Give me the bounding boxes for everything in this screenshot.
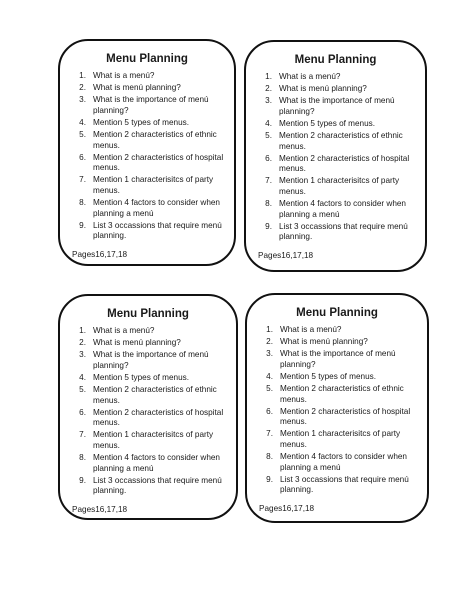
question-item xyxy=(256,199,417,220)
question-text: Mention 4 factors to consider when planning a menú xyxy=(279,199,406,219)
question-number: 8. xyxy=(265,199,272,209)
question-item xyxy=(70,338,228,349)
question-item xyxy=(70,453,228,474)
card-title: Menu Planning xyxy=(106,53,188,65)
question-text: Mention 1 characterisitcs of party menus. xyxy=(93,175,214,195)
question-number: 9. xyxy=(265,221,272,231)
question-item xyxy=(256,72,417,83)
question-item xyxy=(257,475,419,496)
page-reference: Pages16,17,18 xyxy=(259,503,315,513)
question-text: What is a menú? xyxy=(93,326,155,335)
question-list xyxy=(247,325,427,496)
question-item xyxy=(256,119,417,130)
page-reference: Pages16,17,18 xyxy=(258,250,314,260)
question-list xyxy=(246,72,425,243)
card-1 xyxy=(58,39,236,266)
question-text: Mention 4 factors to consider when planning a menú xyxy=(93,198,220,218)
question-number: 9. xyxy=(79,475,86,485)
question-number: 4. xyxy=(265,118,272,128)
question-number: 5. xyxy=(265,130,272,140)
question-text: Mention 2 characteristics of ethnic menus. xyxy=(280,383,404,404)
card-4 xyxy=(245,293,429,523)
question-number: 5. xyxy=(266,383,273,393)
question-item xyxy=(70,175,226,196)
question-text: Mention 5 types of menus. xyxy=(93,372,190,382)
question-item xyxy=(70,83,226,94)
question-item xyxy=(70,408,228,429)
page-reference: Pages16,17,18 xyxy=(72,504,128,514)
question-item xyxy=(70,430,228,451)
question-item xyxy=(70,95,226,116)
question-text: What is a menú? xyxy=(279,72,341,81)
question-item xyxy=(256,131,417,152)
question-number: 2. xyxy=(79,83,86,93)
question-number: 6. xyxy=(265,153,272,163)
question-number: 8. xyxy=(79,453,86,463)
card-title: Menu Planning xyxy=(296,307,378,319)
question-text: What is menú planning? xyxy=(279,84,367,94)
question-item xyxy=(257,452,419,473)
question-text: Mention 4 factors to consider when planning a menú xyxy=(280,452,407,472)
question-text: Mention 5 types of menus. xyxy=(280,371,377,381)
question-text: Mention 2 characteristics of hospital menus. xyxy=(93,152,224,173)
question-number: 2. xyxy=(265,84,272,94)
question-list xyxy=(60,326,236,497)
question-text: Mention 2 characteristics of ethnic menus. xyxy=(93,129,217,150)
question-text: Mention 5 types of menus. xyxy=(93,117,190,127)
question-number: 6. xyxy=(79,152,86,162)
question-text: What is the importance of menú planning? xyxy=(280,349,396,369)
card-title: Menu Planning xyxy=(107,308,189,320)
question-item xyxy=(256,222,417,243)
card-2 xyxy=(244,40,427,272)
question-item xyxy=(256,84,417,95)
question-number: 8. xyxy=(266,452,273,462)
question-text: What is menú planning? xyxy=(93,338,181,348)
question-number: 3. xyxy=(266,349,273,359)
card-title: Menu Planning xyxy=(294,54,377,66)
question-item xyxy=(70,221,226,242)
question-item xyxy=(70,71,226,82)
question-number: 2. xyxy=(79,338,86,348)
question-number: 1. xyxy=(79,71,86,80)
question-item xyxy=(70,326,228,337)
question-item xyxy=(257,325,419,336)
question-number: 7. xyxy=(79,175,86,185)
question-number: 6. xyxy=(79,407,86,417)
question-text: What is menú planning? xyxy=(93,83,181,93)
question-item xyxy=(70,476,228,497)
question-number: 9. xyxy=(79,220,86,230)
question-number: 3. xyxy=(79,95,86,105)
question-text: What is a menú? xyxy=(93,71,155,80)
question-text: Mention 2 characteristics of ethnic menus. xyxy=(279,130,403,151)
question-text: Mention 2 characteristics of hospital menus. xyxy=(279,153,410,174)
question-number: 4. xyxy=(266,371,273,381)
question-item xyxy=(257,407,419,428)
question-number: 3. xyxy=(265,96,272,106)
question-number: 6. xyxy=(266,406,273,416)
question-text: Mention 1 characterisitcs of party menus. xyxy=(280,429,401,449)
page-reference: Pages16,17,18 xyxy=(72,249,128,259)
question-text: What is menú planning? xyxy=(280,337,368,347)
question-number: 2. xyxy=(266,337,273,347)
question-item xyxy=(70,373,228,384)
question-text: What is the importance of menú planning? xyxy=(93,95,209,115)
question-number: 8. xyxy=(79,198,86,208)
question-number: 5. xyxy=(79,129,86,139)
question-item xyxy=(70,130,226,151)
question-text: Mention 2 characteristics of ethnic menus. xyxy=(93,384,217,405)
question-item xyxy=(70,198,226,219)
card-3 xyxy=(58,294,238,520)
question-text: List 3 occassions that require menú planning. xyxy=(279,221,408,242)
question-number: 3. xyxy=(79,350,86,360)
question-text: Mention 2 characteristics of hospital menus. xyxy=(93,407,224,428)
question-number: 7. xyxy=(79,430,86,440)
question-item xyxy=(70,350,228,371)
question-number: 9. xyxy=(266,474,273,484)
question-text: Mention 2 characteristics of hospital menus. xyxy=(280,406,411,427)
question-text: List 3 occassions that require menú planning. xyxy=(93,220,222,241)
question-number: 4. xyxy=(79,117,86,127)
question-text: Mention 1 characterisitcs of party menus. xyxy=(93,430,214,450)
question-list xyxy=(60,71,234,242)
question-number: 1. xyxy=(79,326,86,335)
question-item xyxy=(256,96,417,117)
question-item xyxy=(70,385,228,406)
question-text: Mention 5 types of menus. xyxy=(279,118,376,128)
question-number: 1. xyxy=(266,325,273,334)
question-text: Mention 4 factors to consider when planning a menú xyxy=(93,453,220,473)
question-text: What is a menú? xyxy=(280,325,342,334)
question-text: List 3 occassions that require menú planning. xyxy=(280,474,409,495)
question-number: 5. xyxy=(79,384,86,394)
question-number: 7. xyxy=(266,429,273,439)
question-item xyxy=(257,349,419,370)
question-text: List 3 occassions that require menú planning. xyxy=(93,475,222,496)
question-item xyxy=(257,372,419,383)
question-number: 1. xyxy=(265,72,272,81)
question-item xyxy=(256,154,417,175)
question-text: What is the importance of menú planning? xyxy=(93,350,209,370)
question-text: Mention 1 characterisitcs of party menus. xyxy=(279,176,400,196)
question-number: 7. xyxy=(265,176,272,186)
question-item xyxy=(257,384,419,405)
question-text: What is the importance of menú planning? xyxy=(279,96,395,116)
question-item xyxy=(256,176,417,197)
question-item xyxy=(70,118,226,129)
question-item xyxy=(257,429,419,450)
question-item xyxy=(70,153,226,174)
question-item xyxy=(257,337,419,348)
question-number: 4. xyxy=(79,372,86,382)
